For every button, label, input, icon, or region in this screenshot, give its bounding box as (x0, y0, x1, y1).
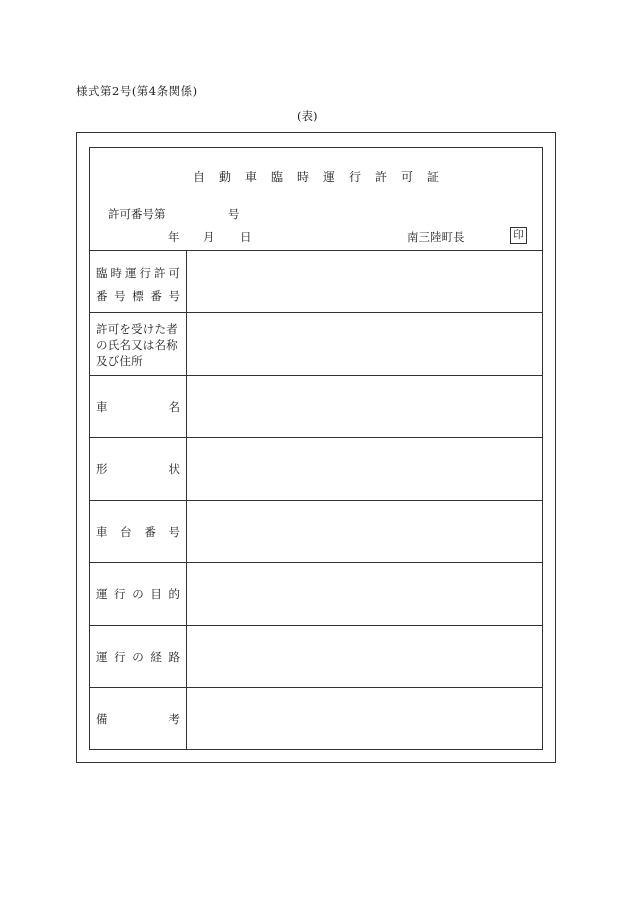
row-value-field[interactable] (187, 250, 542, 312)
date-month: 月 (203, 230, 215, 244)
row-label-text: 車台番号 (96, 524, 180, 539)
row-label-line: 臨時運行許可 (96, 266, 180, 280)
form-number-label: 様式第2号(第4条関係) (76, 84, 198, 98)
side-label: (表) (297, 109, 318, 123)
row-value-field[interactable] (187, 563, 542, 625)
seal-stamp: 印 (510, 227, 527, 244)
row-label (90, 501, 187, 562)
row-label-text: 運行の経路 (96, 649, 180, 664)
row-shape (90, 438, 542, 501)
row-label (90, 313, 187, 375)
date-year: 年 (168, 230, 180, 244)
row-vehicle-name (90, 376, 542, 438)
issuer-name: 南三陸町長 (407, 230, 465, 244)
row-value-field[interactable] (187, 626, 542, 687)
row-temp-plate-number (90, 250, 542, 313)
permit-header (90, 148, 542, 251)
row-remarks (90, 688, 542, 749)
permit-number-suffix: 号 (228, 207, 240, 221)
row-label-text: 形状 (96, 462, 180, 476)
permit-form (89, 147, 543, 750)
row-label-text: 備考 (96, 711, 180, 726)
row-route (90, 626, 542, 688)
row-label (90, 563, 187, 625)
row-value-field[interactable] (187, 688, 542, 749)
row-label (90, 626, 187, 687)
row-chassis-number (90, 501, 542, 563)
row-value-field[interactable] (187, 313, 542, 375)
row-value-field[interactable] (187, 438, 542, 500)
row-label (90, 250, 187, 312)
row-label-line: の氏名又は名称 (96, 338, 178, 352)
row-value-field[interactable] (187, 376, 542, 437)
row-value-field[interactable] (187, 501, 542, 562)
row-label-text: 車名 (96, 399, 180, 414)
date-day: 日 (240, 230, 252, 244)
row-label (90, 376, 187, 437)
permit-title: 自動車臨時運行許可証 (192, 170, 453, 184)
row-label-line: 及び住所 (96, 354, 143, 368)
row-holder-name-address (90, 313, 542, 376)
row-purpose (90, 563, 542, 626)
row-label (90, 688, 187, 749)
row-label-text: 運行の目的 (96, 587, 180, 601)
permit-number-prefix: 許可番号第 (108, 207, 166, 221)
row-label-line: 番号標番号 (96, 289, 180, 303)
row-label (90, 438, 187, 500)
row-label-line: 許可を受けた者 (96, 322, 178, 336)
